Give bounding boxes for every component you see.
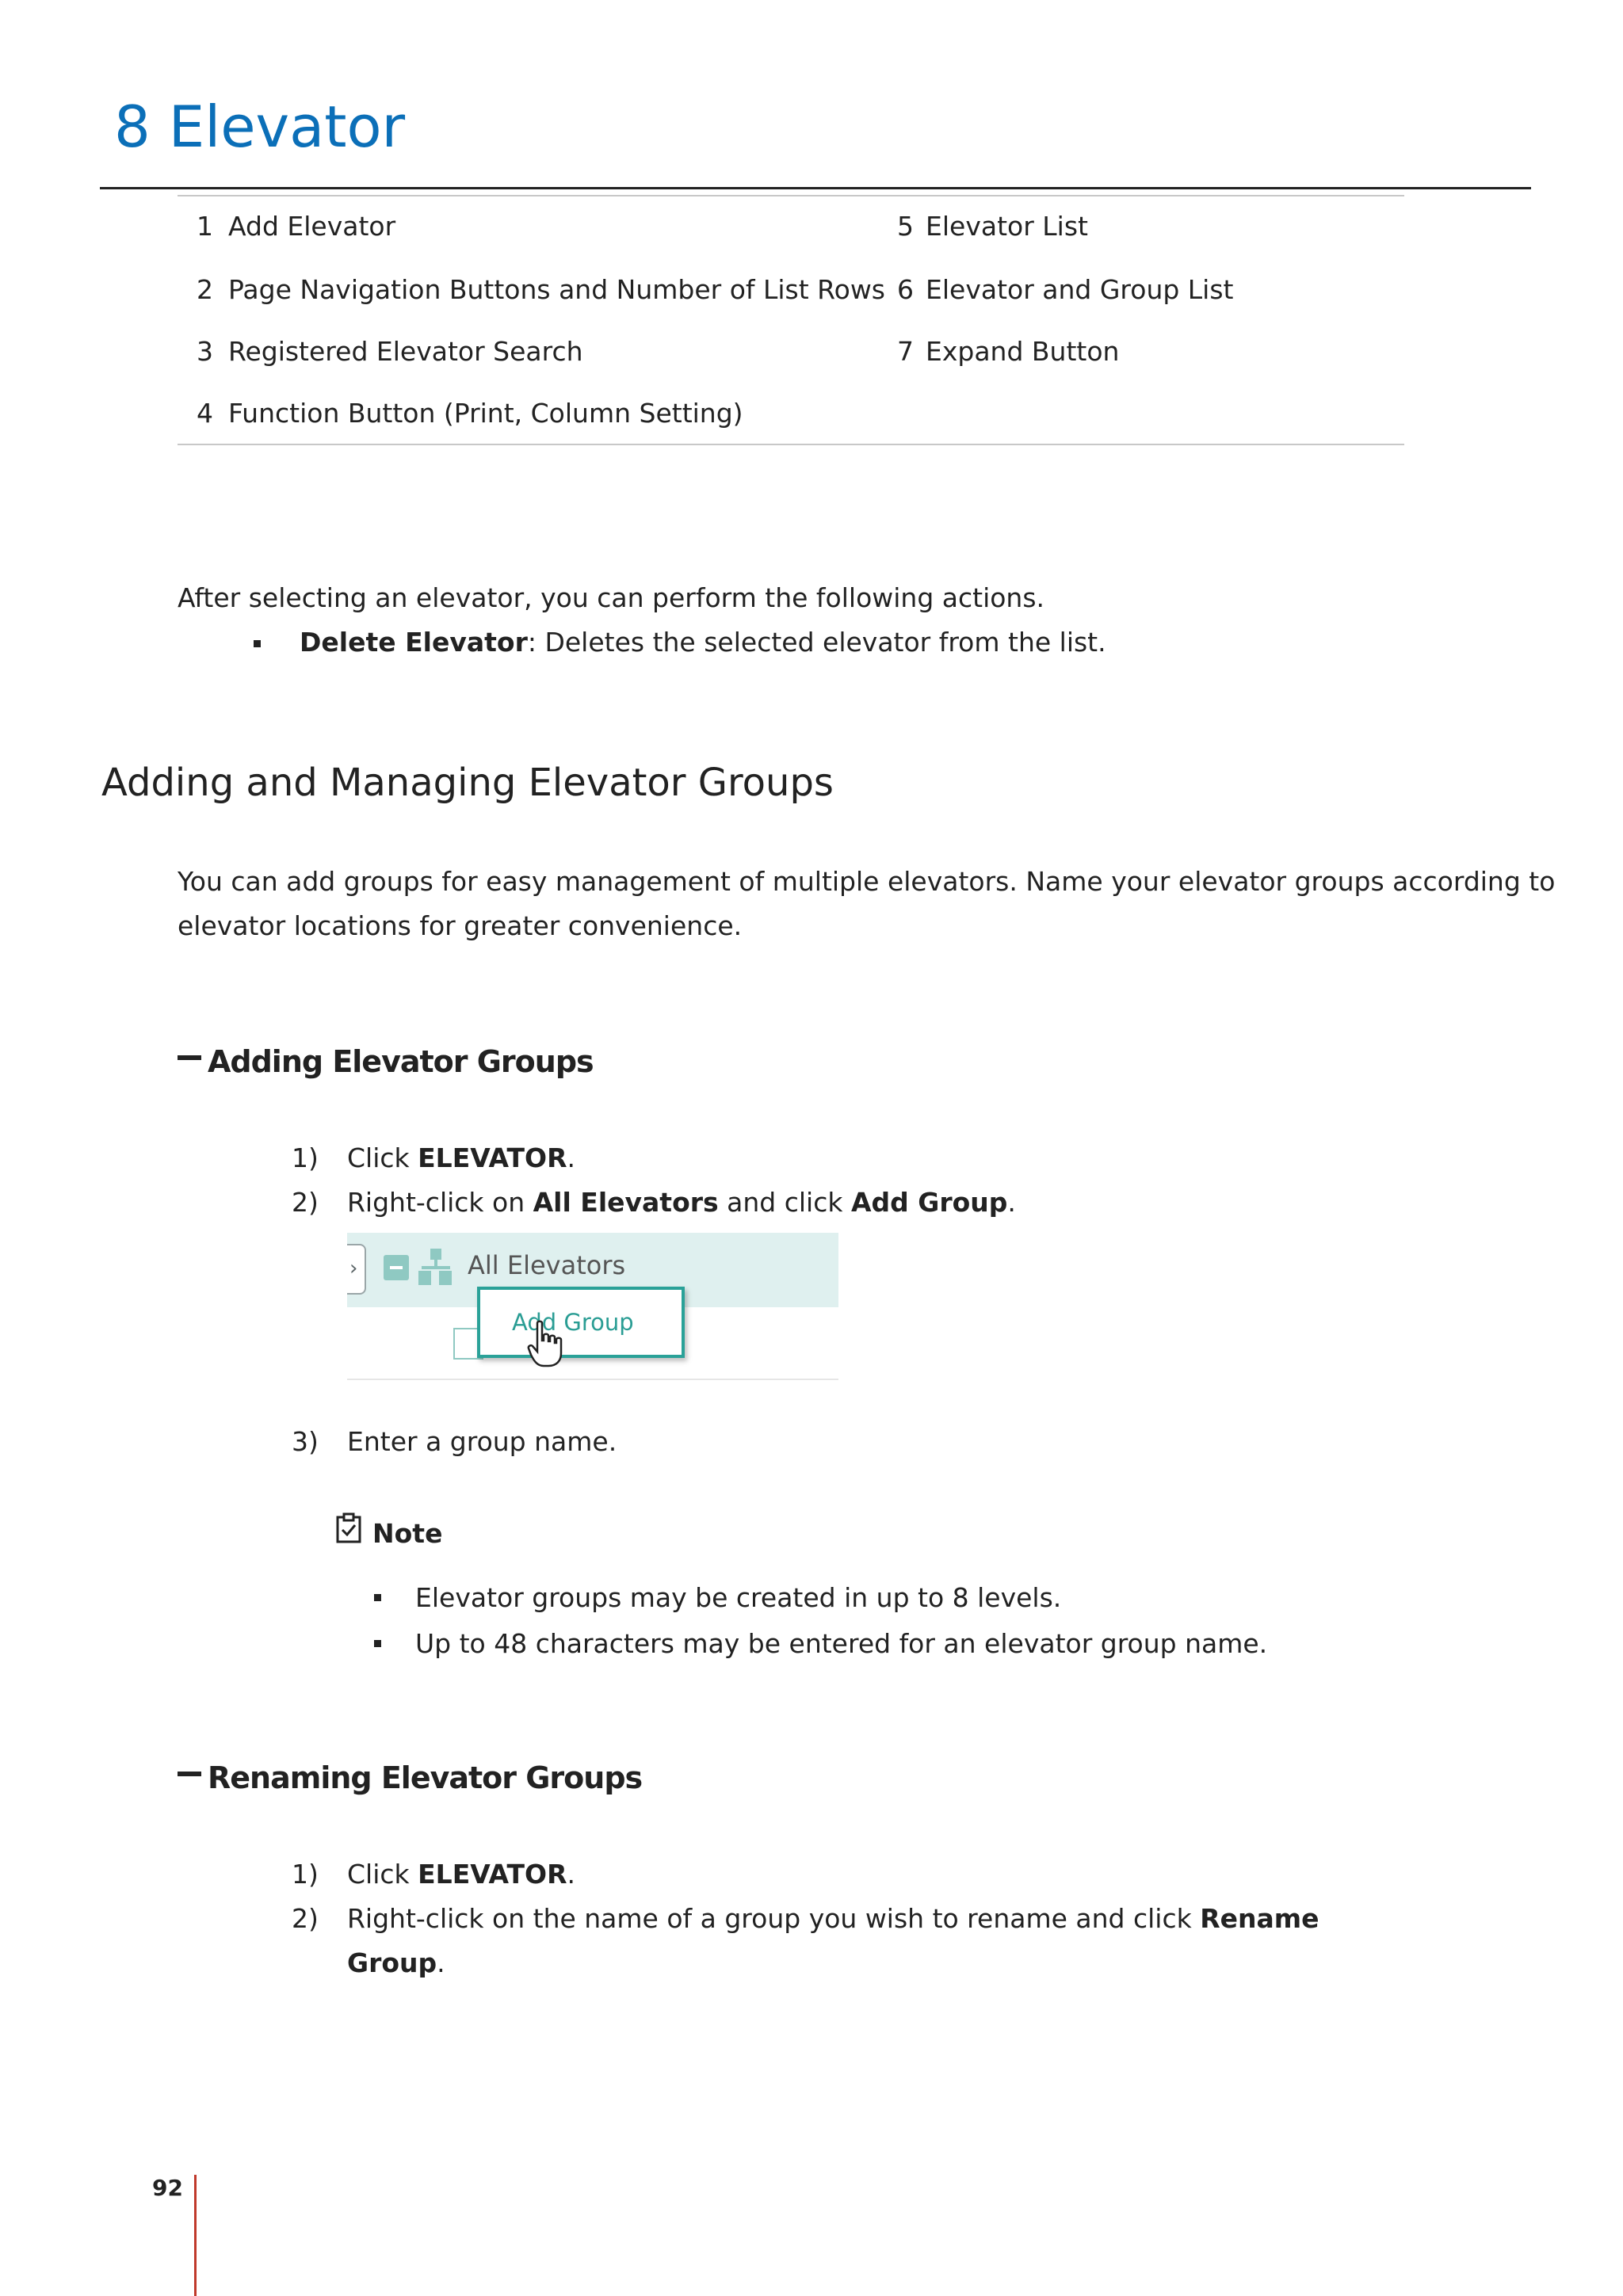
- hand-cursor-icon: [528, 1320, 564, 1369]
- add-group-screenshot: [347, 1230, 838, 1380]
- page-number: 92: [152, 2175, 183, 2201]
- actions-desc: : Deletes the selected elevator from the list.: [527, 627, 1106, 658]
- expand-button[interactable]: [347, 1244, 366, 1295]
- step-number: 2): [292, 1187, 319, 1218]
- legend-item: Page Navigation Buttons and Number of List Rows: [228, 274, 885, 305]
- add-group-label: Add Group: [512, 1309, 634, 1336]
- checklist-icon: [336, 1513, 361, 1543]
- step-text: Enter a group name.: [347, 1426, 617, 1457]
- chapter-rule: [100, 187, 1531, 189]
- all-elevators-label: All Elevators: [468, 1250, 626, 1280]
- chapter-title: 8 Elevator: [114, 93, 406, 160]
- actions-term: Delete Elevator: [300, 627, 528, 658]
- step-text: Click ELEVATOR.: [347, 1859, 575, 1890]
- legend-item: Expand Button: [926, 336, 1120, 367]
- section-title: Adding and Managing Elevator Groups: [101, 761, 834, 805]
- dash-marker: [178, 1772, 201, 1776]
- step-number: 2): [292, 1903, 319, 1934]
- legend-number: 7: [897, 336, 914, 367]
- note-label: Note: [372, 1518, 443, 1549]
- legend-number: 2: [197, 274, 213, 305]
- step-number: 3): [292, 1426, 319, 1457]
- legend-item: Function Button (Print, Column Setting): [228, 398, 743, 429]
- legend-number: 3: [197, 336, 213, 367]
- bullet-marker: [374, 1594, 381, 1601]
- legend-number: 4: [197, 398, 213, 429]
- legend-table: [178, 195, 1404, 445]
- actions-intro: After selecting an elevator, you can perform the following actions.: [178, 582, 1045, 613]
- bullet-marker: [374, 1640, 381, 1647]
- collapse-icon[interactable]: [384, 1255, 409, 1280]
- actions-item: [300, 620, 1106, 666]
- step-text-continued: Group.: [347, 1947, 445, 1978]
- step-text: Click ELEVATOR.: [347, 1142, 575, 1173]
- subsection-title-adding: Adding Elevator Groups: [178, 1044, 594, 1079]
- add-group-menu-item[interactable]: [477, 1287, 685, 1358]
- bullet-marker: [254, 640, 261, 647]
- group-tree-icon: [418, 1249, 453, 1287]
- legend-item: Add Elevator: [228, 211, 396, 242]
- legend-item: Registered Elevator Search: [228, 336, 583, 367]
- step-text: Right-click on the name of a group you wish to rename and click Rename: [347, 1903, 1319, 1934]
- legend-number: 5: [897, 211, 914, 242]
- legend-item: Elevator List: [926, 211, 1088, 242]
- footer-rule: [194, 2175, 197, 2296]
- note-item: Up to 48 characters may be entered for an elevator group name.: [415, 1628, 1268, 1659]
- section-intro-line2: elevator locations for greater convenience.: [178, 910, 743, 941]
- legend-item: Elevator and Group List: [926, 274, 1234, 305]
- legend-number: 6: [897, 274, 914, 305]
- step-number: 1): [292, 1859, 319, 1890]
- note-item: Elevator groups may be created in up to 8 levels.: [415, 1582, 1062, 1613]
- chevron-right-icon: ›: [349, 1257, 358, 1280]
- step-text: Right-click on All Elevators and click Add Group.: [347, 1187, 1016, 1218]
- step-number: 1): [292, 1142, 319, 1173]
- legend-number: 1: [197, 211, 213, 242]
- dash-marker: [178, 1055, 201, 1060]
- subsection-title-renaming: Renaming Elevator Groups: [178, 1760, 642, 1795]
- section-intro-line1: You can add groups for easy management of multiple elevators. Name your elevator groups according to: [178, 866, 1556, 897]
